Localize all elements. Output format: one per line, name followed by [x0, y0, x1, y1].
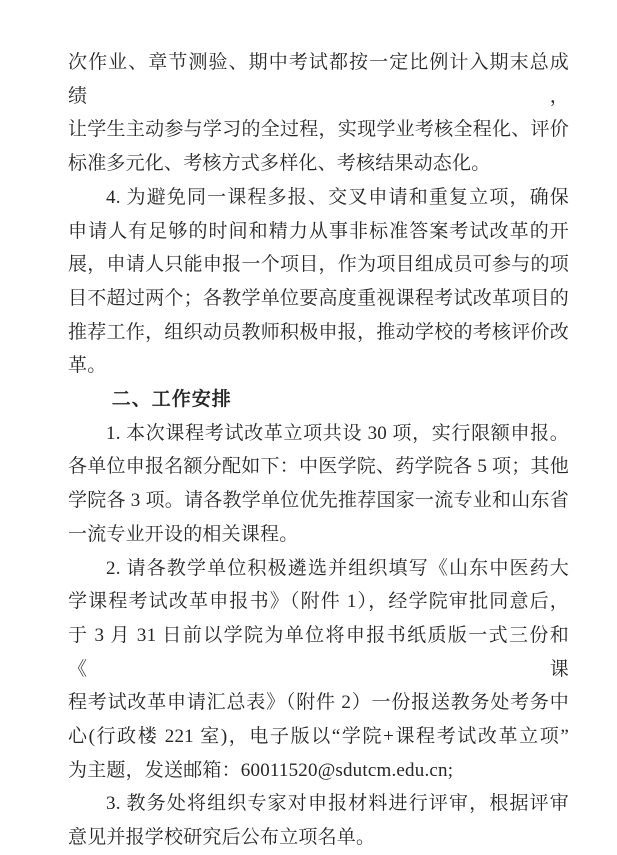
text-line: 程考试改革申请汇总表》（附件 2）一份报送教务处考务中	[68, 692, 569, 714]
text-line: 标准多元化、考核方式多样化、考核结果动态化。	[68, 153, 491, 175]
text-line-email: 为主题，发送邮箱：60011520@sdutcm.edu.cn;	[68, 759, 454, 781]
paragraph-work-2	[68, 552, 569, 788]
text-line: 1. 本次课程考试改革立项共设 30 项，实行限额申报。	[106, 422, 569, 444]
text-line: 申请人有足够的时间和精力从事非标准答案考试改革的开	[68, 220, 569, 242]
paragraph-item-4	[68, 181, 569, 383]
text-line: 展，申请人只能申报一个项目，作为项目组成员可参与的项	[68, 254, 569, 276]
text-line: 学课程考试改革申报书》（附件 1），经学院审批同意后，	[68, 591, 569, 613]
text-line: 革。	[68, 355, 107, 377]
text-line: 学院各 3 项。请各教学单位优先推荐国家一流专业和山东省	[68, 490, 569, 512]
text-line: 4. 为避免同一课程多报、交叉申请和重复立项，确保	[106, 186, 569, 208]
text-line: 心(行政楼 221 室)，电子版以“学院+课程考试改革立项”	[68, 726, 569, 748]
text-line: 于 3 月 31 日前以学院为单位将申报书纸质版一式三份和《课	[68, 624, 569, 680]
text-line: 次作业、章节测验、期中考试都按一定比例计入期末总成绩，	[68, 52, 569, 107]
text-line: 意见并报学校研究后公布立项名单。	[68, 827, 376, 849]
paragraph-intro-continuation	[68, 46, 569, 181]
text-line: 2. 请各教学单位积极遴选并组织填写《山东中医药大	[106, 557, 569, 579]
text-line: 目不超过两个；各教学单位要高度重视课程考试改革项目的	[68, 287, 569, 309]
paragraph-work-3	[68, 787, 569, 854]
paragraph-work-1	[68, 417, 569, 552]
text-line: 各单位申报名额分配如下：中医学院、药学院各 5 项；其他	[68, 456, 569, 478]
document-body	[68, 46, 569, 855]
text-line: 3. 教务处将组织专家对申报材料进行评审，根据评审	[106, 793, 569, 815]
text-line: 推荐工作，组织动员教师积极申报，推动学校的考核评价改	[68, 321, 569, 343]
text-line: 让学生主动参与学习的全过程，实现学业考核全程化、评价	[68, 119, 569, 141]
text-line: 一流专业开设的相关课程。	[68, 523, 299, 545]
section-heading-work-arrangement: 二、工作安排	[111, 388, 232, 411]
